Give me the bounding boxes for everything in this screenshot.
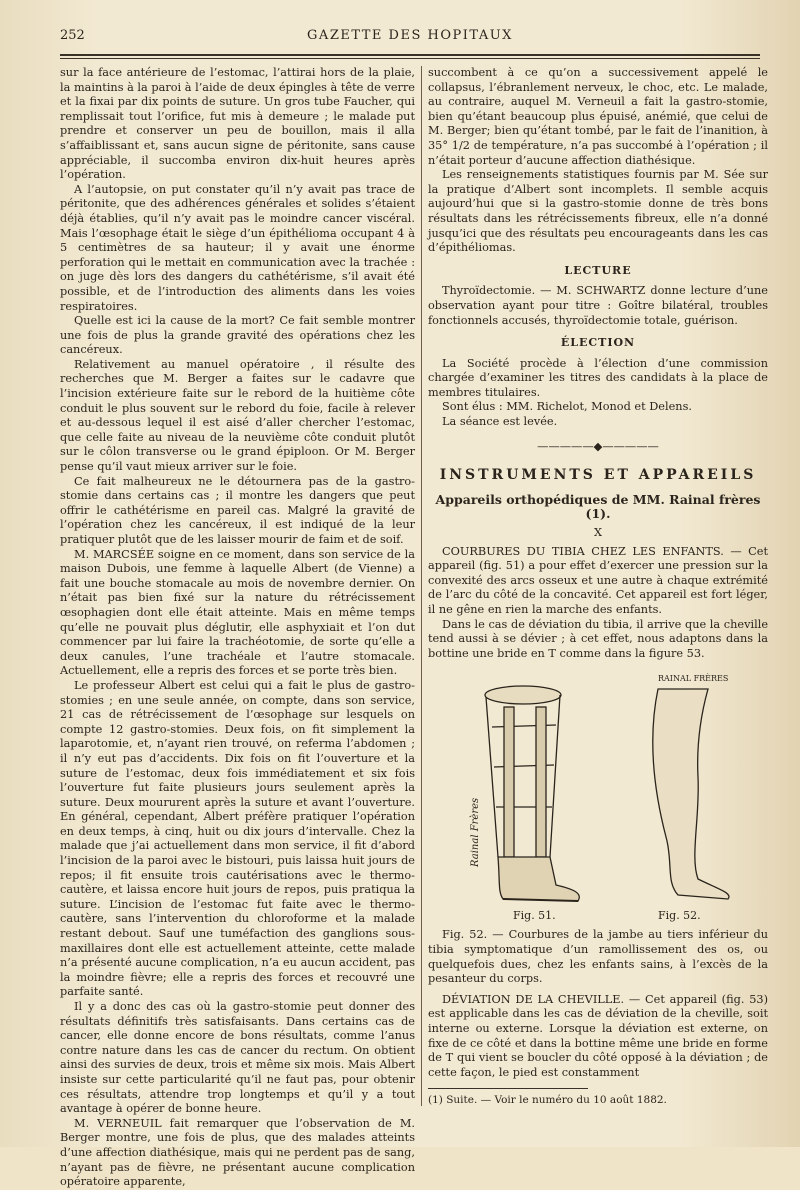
right-column	[428, 66, 768, 1108]
journal-title: GAZETTE DES HOPITAUX	[307, 28, 513, 43]
paragraph: M. VERNEUIL fait remarquer que l’observation de M. Berger montre, une fois de plus, que des malades atteints d’une affection diathésique, mais qui ne perdent pas de sang, n’ayant pas de fièvre, ne présentant aucune complication opératoire apparente,	[60, 1116, 415, 1189]
paragraph: COURBURES DU TIBIA CHEZ LES ENFANTS. — Cet appareil (fig. 51) a pour effet d’exercer une pression sur la convexité des arcs osseux et une autre à chaque extrémité de l’arc du côté de la concavité. Cet appareil est fort léger, il ne gêne en rien la marche des enfants.	[428, 544, 768, 616]
fig52-label: Fig. 52.	[658, 909, 701, 923]
footnote: (1) Suite. — Voir le numéro du 10 août 1882.	[428, 1094, 667, 1107]
fig51-label: Fig. 51.	[513, 909, 556, 923]
paragraph: DÉVIATION DE LA CHEVILLE. — Cet appareil (fig. 53) est applicable dans les cas de déviation de la cheville, soit interne ou externe. Lorsque la déviation est externe, on fixe de ce côté et dans la bottine même une bride en forme de T qui vient se boucler du côté opposé à la déviation ; de cette façon, le pied est constamment	[428, 992, 768, 1079]
figure-illustrations	[428, 667, 768, 922]
curved-leg-drawing	[653, 689, 729, 899]
page-header	[60, 24, 760, 50]
paragraph: Il y a donc des cas où la gastro-stomie peut donner des résultats définitifs très satisfaisants. Dans certains cas de cancer, elle donne encore de bons résultats, comme l’anus contre nature dans les cas de cancer du rectum. On obtient ainsi des survies de deux, trois et même six mois. Mais Albert insiste sur cette particularité qu’il ne faut pas, pour obtenir ces résultats, attendre trop longtemps et qu’il y a tout avantage à opérer de bonne heure.	[60, 1000, 415, 1116]
ornament-divider: —————◆—————	[537, 439, 659, 453]
header-rule	[60, 54, 760, 56]
left-column	[60, 66, 415, 1190]
paragraph: Dans le cas de déviation du tibia, il arrive que la cheville tend aussi à se dévier ; à cet effet, nous adaptons dans la bottine une bride en T comme dans la figure 53.	[428, 617, 768, 660]
paragraph: La Société procède à l’élection d’une commission chargée d’examiner les titres des candidats à la place de membres titulaires.	[428, 356, 768, 399]
paragraph: Le professeur Albert est celui qui a fait le plus de gastro-stomies ; en une seule année, on compte, dans son service, 21 cas de rétrécissement de l’œsophage sur lesquels on compte 12 gastro-stomies. Deux fois, on fit simplement la laparotomie, et, n’ayant rien trouvé, on referma l’abdomen ; il n’y eut pas d’accidents. Dix fois on fit l’ouverture et la suture de l’estomac, deux fois immédiatement et six fois l’ouverture fut faite plusieurs jours seulement après la suture. Deux moururent après la suture et avant l’ouverture. En général, cependant, Albert préfère pratiquer l’opération en deux temps, à cinq, huit ou dix jours d’intervalle. Chez la malade que j’ai actuellement dans mon service, il fit d’abord l’incision de la paroi avec le bistouri, puis laissa huit jours de repos; il fit ensuite trois cautérisations avec le thermo-cautère, et laissa encore huit jours de repos, puis pratiqua la suture. L’incision de l’estomac fut faite avec le thermo-cautère, sans l’intervention du chloroforme et la malade restant debout. Sauf une tuméfaction des ganglions sous-maxillaires dont elle est actuellement atteinte, cette malade n’a présenté aucune complication, n’a eu aucun accident, pas la moindre fièvre; elle a repris des forces et recouvré une parfaite santé.	[60, 678, 415, 999]
election-heading: ÉLECTION	[560, 336, 636, 350]
paragraph: A l’autopsie, on put constater qu’il n’y avait pas trace de péritonite, que des adhérences générales et solides s’étaient déjà établies, qu’il n’y avait pas le moindre cancer viscéral. Mais l’œsophage était le siège d’un épithélioma occupant 4 à 5 centimètres de sa hauteur; il y avait une énorme perforation qui le mettait en communication avec la trachée : on juge dès lors des dangers du cathétérisme, s’il avait été possible, et de l’introduction des aliments dans les voies respiratoires.	[60, 182, 415, 313]
paragraph: sur la face antérieure de l’estomac, l’attirai hors de la plaie, la maintins à la paroi à l’aide de deux épingles à tête de verre et la fixai par dix points de suture. Un gros tube Faucher, qui remplissait tout l’orifice, fut mis à demeure ; le malade put prendre et conserver un peu de bouillon, mais il alla s’affaiblissant et, sans aucun signe de péritonite, sans cause appréciable, il succomba environ dix-huit heures après l’opération.	[60, 66, 415, 182]
paragraph: Quelle est ici la cause de la mort? Ce fait semble montrer une fois de plus la grande gravité des opérations chez les cancéreux.	[60, 314, 415, 357]
paragraph: La séance est levée.	[442, 415, 558, 429]
header-rule-thin	[60, 58, 760, 59]
paragraph: M. MARCSÉE soigne en ce moment, dans son service de la maison Dubois, une femme à laquelle Albert (de Vienne) a fait une bouche stomacale au mois de novembre dernier. On n’était pas bien fixé sur la nature du rétrécissement œsophagien dont elle était atteinte. Mais en même temps qu’elle ne pouvait plus déglutir, elle asphyxiait et l’on dut commencer par lui faire la trachéotomie, de sorte qu’elle a deux canules, l’une trachéale et l’autre stomacale. Actuellement, elle a repris des forces et se porte très bien.	[60, 547, 415, 678]
paragraph: Ce fait malheureux ne le détournera pas de la gastro-stomie dans certains cas ; il montre les dangers que peut offrir le cathétérisme en pareil cas. Malgré la gravité de l’opération chez les cancéreux, il est indiqué de la leur pratiquer plutôt que de les laisser mourir de faim et de soif.	[60, 474, 415, 546]
brace-label: Rainal Frères	[470, 798, 481, 868]
paragraph: Les renseignements statistiques fournis par M. Sée sur la pratique d’Albert sont incomplets. Il semble acquis aujourd’hui que si la gastro-stomie donne de très bons résultats dans les rétrécissements fibreux, elle n’a donné jusqu’ici que des résultats peu encourageants dans les cas d’épithéliomas.	[428, 168, 768, 255]
section-heading: INSTRUMENTS ET APPAREILS	[439, 467, 757, 484]
paragraph: succombent à ce qu’on a successivement appelé le collapsus, l’ébranlement nerveux, le choc, etc. Le malade, au contraire, auquel M. Verneuil a fait la gastro-stomie, bien qu’étant beaucoup plus épuisé, anémié, que celui de M. Berger; bien qu’étant tombé, par le fait de l’inanition, à 35° 1/2 de température, n’a pas succombé à l’opération ; il n’était porteur d’aucune affection diathésique.	[428, 66, 768, 167]
paragraph: Relativement au manuel opératoire , il résulte des recherches que M. Berger a faites sur le cadavre que l’incision extérieure faite sur le rebord de la huitième côte conduit le plus souvent sur le rebord du foie, facile à relever et au-dessous lequel il est aisé d’aller chercher l’estomac, que celle faite au niveau de la neuvième côte conduit plutôt sur le côlon transverse ou le grand épiploon. Or M. Berger pense qu’il vaut mieux arriver sur le foie.	[60, 357, 415, 474]
lecture-heading: LECTURE	[564, 263, 632, 277]
orthopedic-brace-illustration	[428, 667, 768, 922]
page-number: 252	[60, 28, 85, 43]
column-separator	[421, 66, 422, 1106]
subsection-heading: Appareils orthopédiques de MM. Rainal frères (1).	[435, 491, 761, 522]
maker-label: RAINAL FRÈRES	[658, 674, 729, 684]
paragraph: Sont élus : MM. Richelot, Monod et Delens.	[442, 400, 692, 414]
roman-numeral: X	[593, 526, 603, 540]
lecture-paragraph: Thyroïdectomie. — M. SCHWARTZ donne lecture d’une observation ayant pour titre : Goître bilatéral, troubles fonctionnels accusés, thyroïdectomie totale, guérison.	[428, 284, 768, 327]
leg-brace-drawing	[485, 686, 579, 901]
footnote-rule	[428, 1088, 588, 1089]
figure-caption: Fig. 52. — Courbures de la jambe au tiers inférieur du tibia symptomatique d’un ramollissement des os, ou quelquefois dues, chez les enfants sains, à l’excès de la pesanteur du corps.	[428, 928, 768, 986]
